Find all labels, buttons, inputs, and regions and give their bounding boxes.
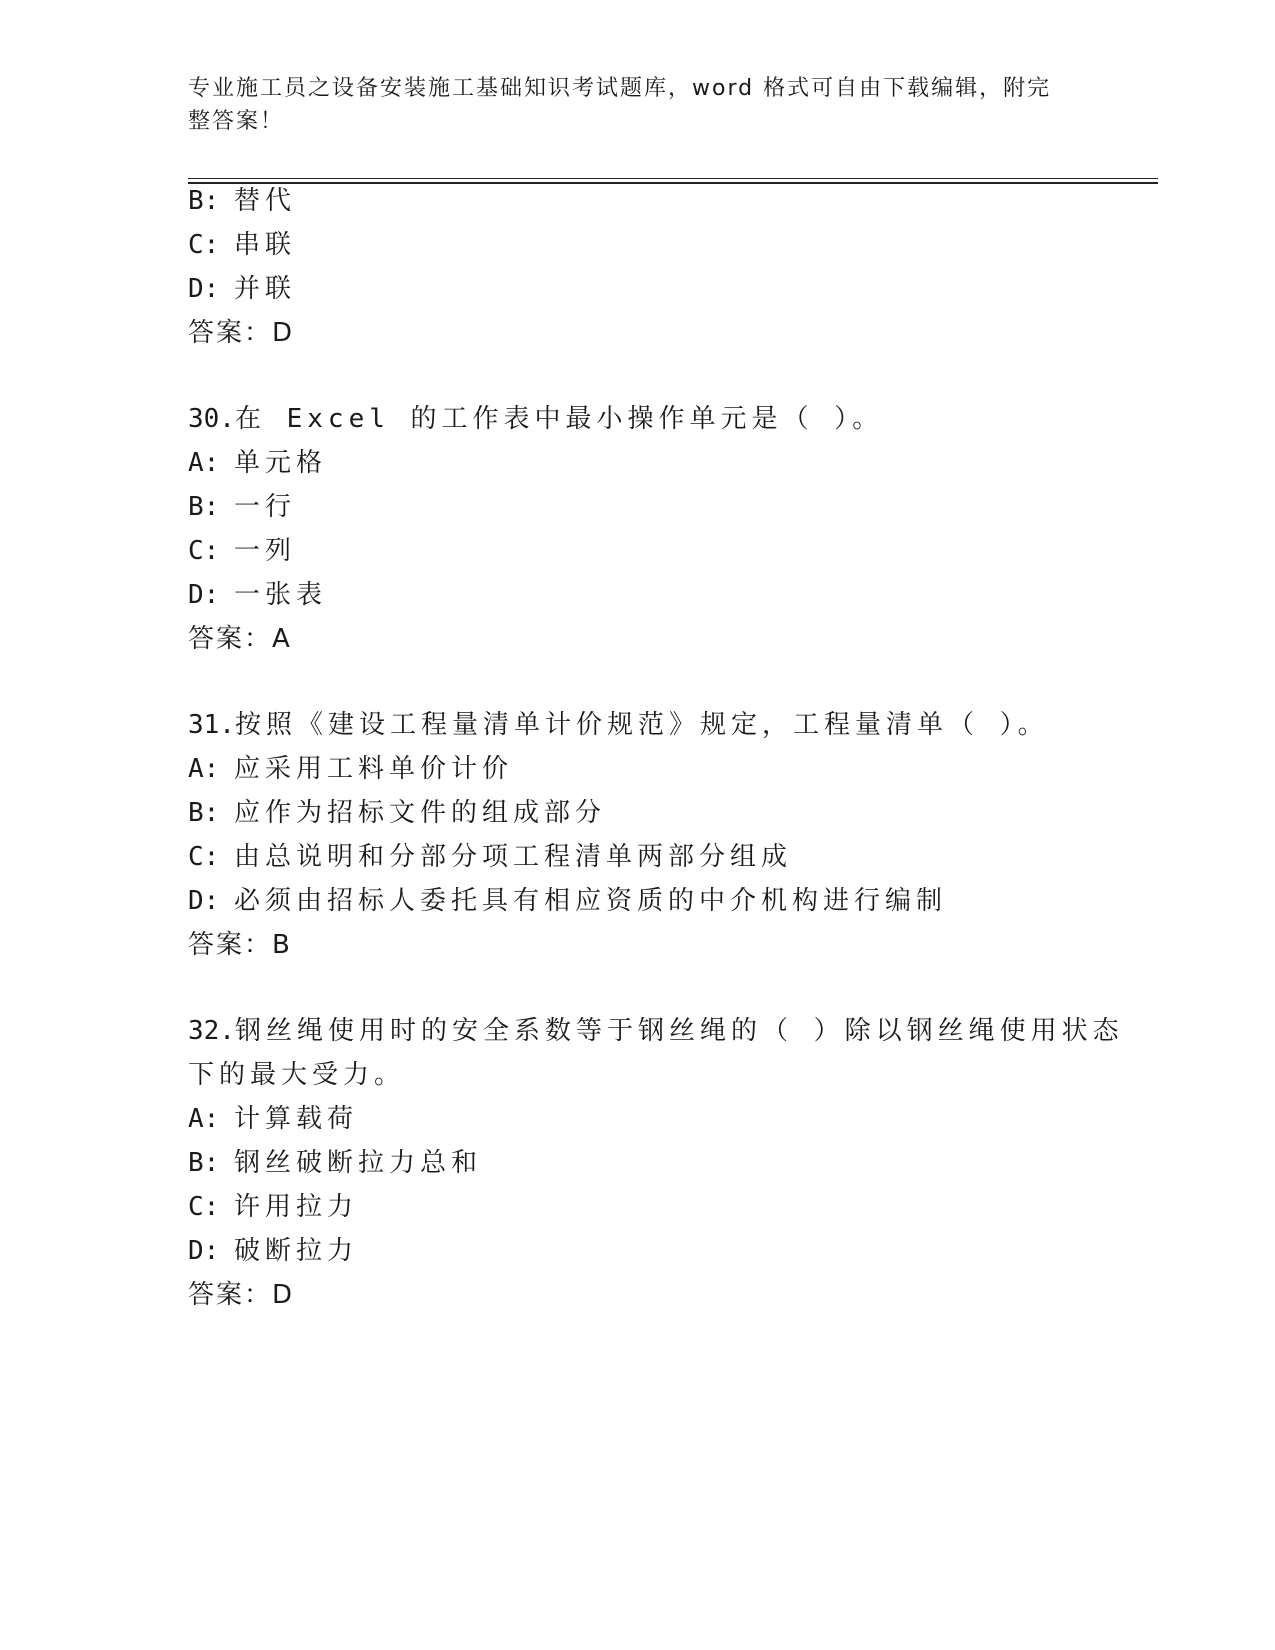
option-key: C: xyxy=(188,536,220,566)
option-c xyxy=(188,842,792,872)
option-b xyxy=(188,492,296,522)
question-30-stem xyxy=(188,404,883,434)
question-32-stem-continued xyxy=(188,1060,405,1090)
header-divider-thick xyxy=(188,182,1158,184)
option-b xyxy=(188,186,296,216)
option-c xyxy=(188,1192,358,1222)
option-key: D: xyxy=(188,1236,220,1266)
option-key: D: xyxy=(188,886,220,916)
option-key: D: xyxy=(188,274,220,304)
option-text: 一行 xyxy=(234,492,297,522)
option-d xyxy=(188,580,327,610)
option-text: 许用拉力 xyxy=(234,1192,359,1222)
answer-value: A xyxy=(272,624,290,654)
option-key: B: xyxy=(188,492,220,522)
question-text: 在 Excel 的工作表中最小操作单元是（ ）。 xyxy=(234,404,884,434)
answer-value: B xyxy=(272,930,290,960)
header-line-1: 专业施工员之设备安装施工基础知识考试题库，word 格式可自由下载编辑，附完 xyxy=(188,76,1052,101)
option-key: C: xyxy=(188,842,220,872)
option-text: 计算载荷 xyxy=(234,1104,359,1134)
option-key: C: xyxy=(188,1192,220,1222)
option-text: 必须由招标人委托具有相应资质的中介机构进行编制 xyxy=(234,886,948,916)
option-key: B: xyxy=(188,1148,220,1178)
option-text: 并联 xyxy=(234,274,297,304)
question-number: 30. xyxy=(188,404,235,434)
question-text: 下的最大受力。 xyxy=(188,1060,406,1090)
option-c xyxy=(188,536,296,566)
option-text: 由总说明和分部分项工程清单两部分组成 xyxy=(234,842,793,872)
option-b xyxy=(188,1148,482,1178)
option-text: 一张表 xyxy=(234,580,328,610)
option-key: B: xyxy=(188,798,220,828)
answer-label: 答案： xyxy=(188,1280,273,1310)
answer-line xyxy=(188,1280,292,1310)
option-d xyxy=(188,886,947,916)
option-text: 一列 xyxy=(234,536,297,566)
answer-label: 答案： xyxy=(188,624,273,654)
option-text: 应作为招标文件的组成部分 xyxy=(234,798,607,828)
option-b xyxy=(188,798,606,828)
option-a xyxy=(188,754,513,784)
option-key: A: xyxy=(188,448,220,478)
option-a xyxy=(188,448,327,478)
question-text: 钢丝绳使用时的安全系数等于钢丝绳的（ ）除以钢丝绳使用状态 xyxy=(234,1016,1124,1046)
question-text: 按照《建设工程量清单计价规范》规定，工程量清单（ ）。 xyxy=(234,710,1049,740)
option-key: C: xyxy=(188,230,220,260)
option-text: 串联 xyxy=(234,230,297,260)
option-text: 替代 xyxy=(234,186,297,216)
answer-line xyxy=(188,930,290,960)
header-line-2: 整答案！ xyxy=(188,109,285,134)
answer-value: D xyxy=(272,318,293,348)
answer-line xyxy=(188,318,292,348)
header-divider-thin xyxy=(188,178,1158,179)
option-a xyxy=(188,1104,358,1134)
option-key: A: xyxy=(188,1104,220,1134)
question-31-stem xyxy=(188,710,1049,740)
question-number: 31. xyxy=(188,710,235,740)
option-text: 钢丝破断拉力总和 xyxy=(234,1148,483,1178)
answer-line xyxy=(188,624,290,654)
answer-label: 答案： xyxy=(188,930,273,960)
option-text: 单元格 xyxy=(234,448,328,478)
answer-label: 答案： xyxy=(188,318,273,348)
option-d xyxy=(188,274,296,304)
option-key: B: xyxy=(188,186,220,216)
question-number: 32. xyxy=(188,1016,235,1046)
option-text: 破断拉力 xyxy=(234,1236,359,1266)
answer-value: D xyxy=(272,1280,293,1310)
option-text: 应采用工料单价计价 xyxy=(234,754,514,784)
option-c xyxy=(188,230,296,260)
option-key: D: xyxy=(188,580,220,610)
document-header xyxy=(188,72,1068,138)
question-32-stem xyxy=(188,1016,1124,1046)
option-d xyxy=(188,1236,358,1266)
option-key: A: xyxy=(188,754,220,784)
